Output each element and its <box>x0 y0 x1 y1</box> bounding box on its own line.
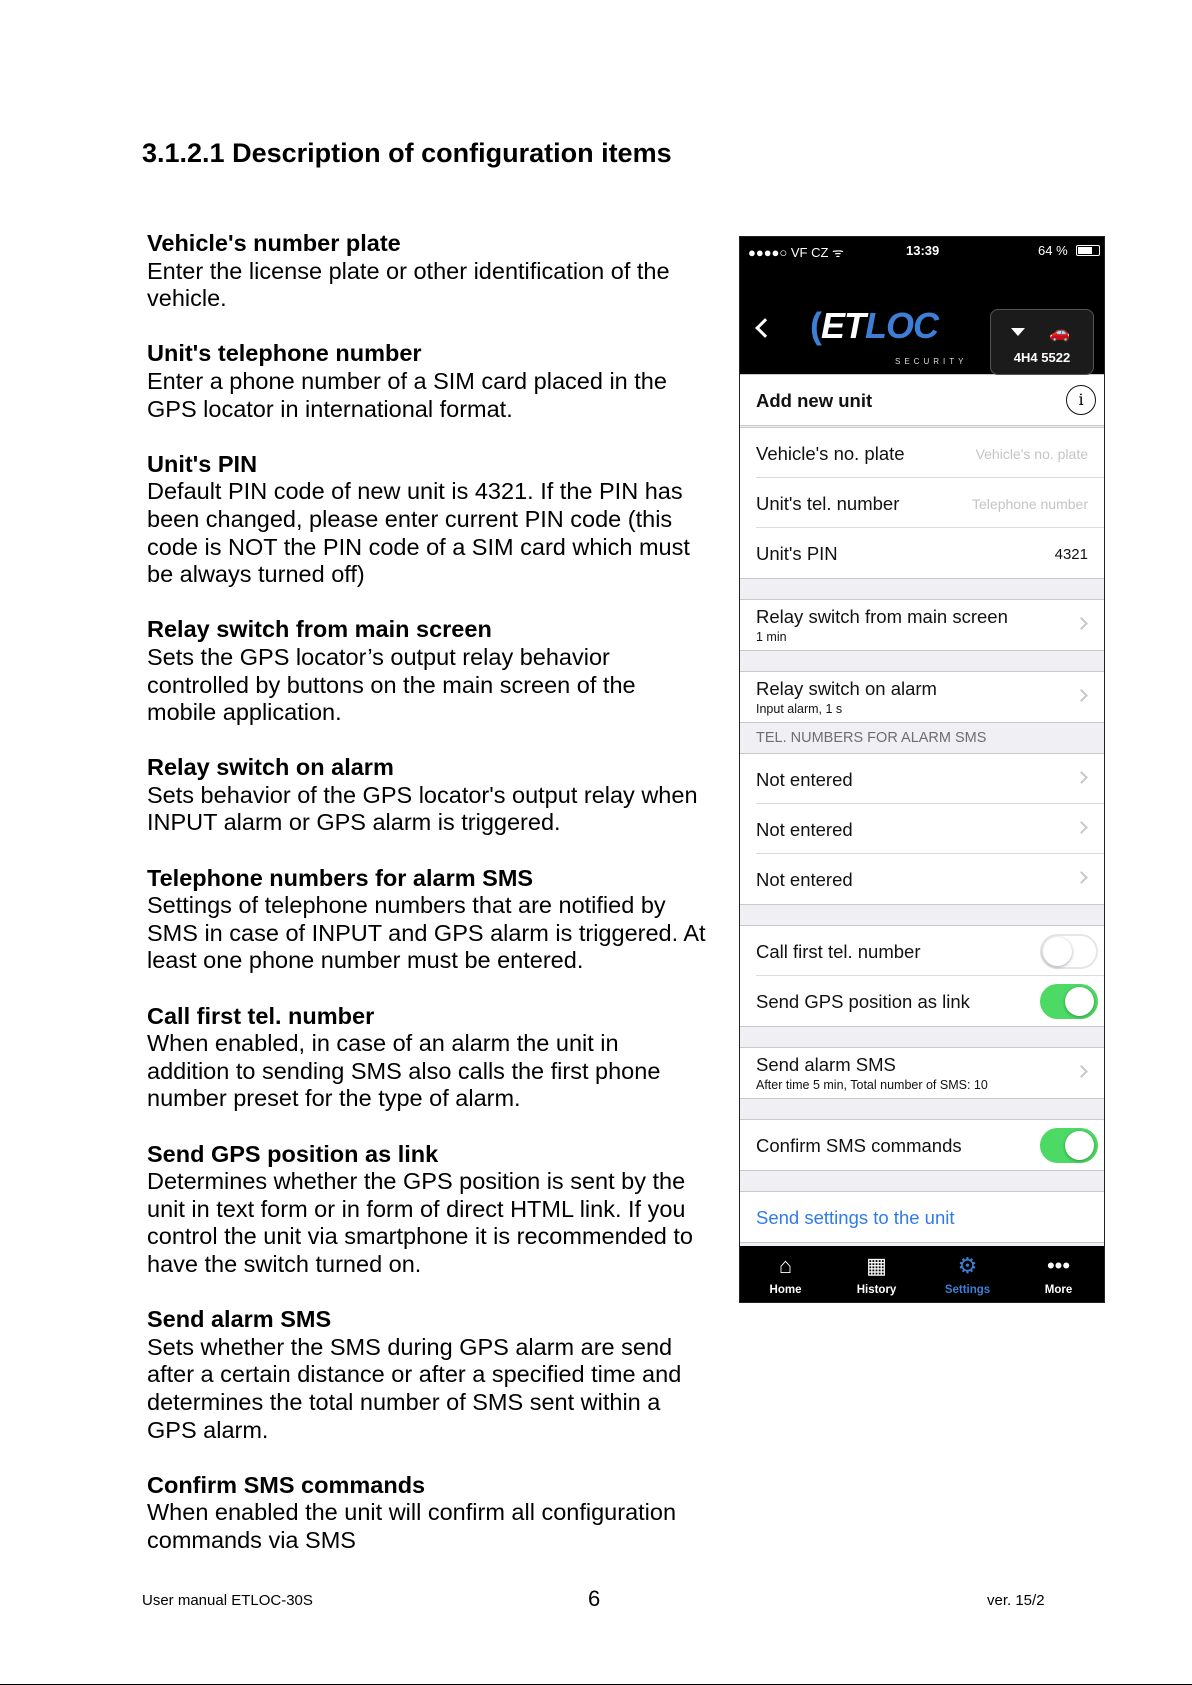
desc-item-relay-alarm <box>147 754 707 837</box>
relay-alarm-row[interactable] <box>756 672 1104 722</box>
field-plate[interactable] <box>756 428 1104 478</box>
desc-heading: Relay switch on alarm <box>147 754 394 781</box>
row-sub: After time 5 min, Total number of SMS: 10 <box>756 1078 988 1092</box>
add-unit-header <box>740 374 1104 426</box>
desc-heading: Telephone numbers for alarm SMS <box>147 864 534 891</box>
row-sub: 1 min <box>756 630 787 644</box>
row-label: Call first tel. number <box>756 941 921 962</box>
tab-history[interactable]: ▦ History <box>831 1246 922 1302</box>
home-icon: ⌂ <box>778 1253 793 1278</box>
logo-subtitle: SECURITY <box>895 357 968 366</box>
description-list <box>147 230 707 1582</box>
desc-text: When enabled the unit will confirm all configuration commands via SMS <box>147 1499 677 1553</box>
chevron-right-icon <box>1075 1065 1088 1078</box>
desc-item-confirm-sms <box>147 1472 707 1555</box>
desc-heading: Confirm SMS commands <box>147 1471 426 1498</box>
desc-item-gps-link <box>147 1141 707 1279</box>
desc-item-number-plate <box>147 230 707 313</box>
confirm-sms-row <box>756 1120 1104 1170</box>
desc-heading: Send alarm SMS <box>147 1306 332 1333</box>
tab-settings[interactable]: ⚙ Settings <box>922 1246 1013 1302</box>
desc-heading: Call first tel. number <box>147 1002 375 1029</box>
row-label: Not entered <box>756 869 853 890</box>
desc-text: Sets behavior of the GPS locator's output relay when INPUT alarm or GPS alarm is triggered. <box>147 781 698 836</box>
app-header <box>740 263 1104 374</box>
tel-numbers-header: TEL. NUMBERS FOR ALARM SMS <box>756 730 987 746</box>
info-icon[interactable]: i <box>1066 385 1096 415</box>
row-label: Not entered <box>756 819 853 840</box>
chevron-right-icon <box>1075 771 1088 784</box>
desc-item-relay-main <box>147 616 707 726</box>
gps-link-toggle[interactable] <box>1040 984 1098 1019</box>
field-telephone[interactable] <box>756 478 1104 528</box>
confirm-sms-toggle[interactable] <box>1040 1128 1098 1163</box>
desc-heading: Unit's PIN <box>147 450 258 477</box>
vehicle-selector[interactable] <box>990 309 1094 375</box>
row-label: Relay switch on alarm <box>756 678 937 699</box>
phone-screenshot <box>739 236 1105 1303</box>
field-pin[interactable] <box>756 528 1104 578</box>
etloc-logo: (ETLOC <box>810 305 939 346</box>
tel-number-row[interactable] <box>756 804 1104 854</box>
carrier-signal: ●●●●○ VF CZ ᯤ <box>748 245 844 260</box>
tab-bar <box>740 1246 1104 1302</box>
desc-heading: Relay switch from main screen <box>147 616 492 643</box>
page-number: 6 <box>588 1586 601 1611</box>
tel-number-row[interactable] <box>756 854 1104 904</box>
send-alarm-sms-row[interactable] <box>756 1048 1104 1098</box>
desc-text: Sets whether the SMS during GPS alarm are send after a certain distance or after a specified time and determines the total number of SMS sent within a GPS alarm. <box>147 1333 682 1443</box>
calendar-icon: ▦ <box>866 1253 887 1278</box>
desc-item-alarm-sms <box>147 1306 707 1444</box>
battery-icon <box>1076 245 1100 256</box>
row-label: Send alarm SMS <box>756 1054 896 1075</box>
tab-home[interactable]: ⌂ Home <box>740 1246 831 1302</box>
footer-manual-name: User manual ETLOC-30S <box>142 1592 313 1609</box>
field-label: Unit's PIN <box>756 543 838 564</box>
dropdown-arrow-icon <box>1011 328 1025 336</box>
add-new-unit-title: Add new unit <box>756 390 873 411</box>
desc-heading: Unit's telephone number <box>147 340 422 367</box>
relay-main-row[interactable] <box>756 600 1104 650</box>
telephone-input[interactable]: Telephone number <box>972 496 1088 512</box>
vehicle-plate: 4H4 5522 <box>1013 350 1071 365</box>
status-bar <box>740 237 1104 263</box>
chevron-right-icon <box>1075 821 1088 834</box>
chevron-right-icon <box>1075 689 1088 702</box>
send-settings-label: Send settings to the unit <box>756 1207 955 1228</box>
gps-link-row <box>756 976 1104 1026</box>
row-label: Confirm SMS commands <box>756 1135 962 1156</box>
battery-level: 64 % <box>1038 243 1068 258</box>
row-label: Not entered <box>756 769 853 790</box>
tab-more[interactable]: ••• More <box>1013 1246 1104 1302</box>
desc-text: Settings of telephone numbers that are notified by SMS in case of INPUT and GPS alarm is triggered. At least one phone number must be entered. <box>147 892 706 974</box>
chevron-right-icon <box>1075 617 1088 630</box>
desc-heading: Send GPS position as link <box>147 1140 439 1167</box>
desc-text: Determines whether the GPS position is sent by the unit in text form or in form of direct HTML link. If you control the unit via smartphone it is recommended to have the switch turned on. <box>147 1168 693 1277</box>
pin-input[interactable]: 4321 <box>1054 546 1088 563</box>
field-label: Vehicle's no. plate <box>756 443 905 464</box>
call-first-row <box>756 926 1104 976</box>
field-label: Unit's tel. number <box>756 493 900 514</box>
tel-numbers-list <box>740 753 1104 905</box>
more-icon: ••• <box>1046 1253 1071 1278</box>
chevron-right-icon <box>1075 871 1088 884</box>
section-title: 3.1.2.1 Description of configuration items <box>142 138 672 168</box>
back-arrow-icon[interactable] <box>755 318 775 338</box>
footer-version: ver. 15/2 <box>987 1592 1045 1609</box>
desc-text: When enabled, in case of an alarm the unit in addition to sending SMS also calls the first phone number preset for the type of alarm. <box>147 1030 661 1112</box>
row-label: Send GPS position as link <box>756 991 970 1012</box>
desc-heading: Vehicle's number plate <box>147 230 401 256</box>
unit-fields <box>740 427 1104 579</box>
row-sub: Input alarm, 1 s <box>756 702 843 716</box>
desc-item-tel-numbers <box>147 865 707 975</box>
desc-text: Sets the GPS locator’s output relay behavior controlled by buttons on the main screen of the mobile application. <box>147 643 636 726</box>
desc-item-pin <box>147 451 707 589</box>
desc-item-telephone <box>147 340 707 423</box>
desc-item-call-first <box>147 1003 707 1113</box>
desc-text: Enter the license plate or other identification of the vehicle. <box>147 257 670 312</box>
status-time: 13:39 <box>906 243 940 258</box>
tel-number-row[interactable] <box>756 754 1104 804</box>
row-label: Relay switch from main screen <box>756 606 1008 627</box>
gear-icon: ⚙ <box>957 1253 978 1278</box>
car-icon: 🚗 <box>1049 323 1071 342</box>
call-first-toggle[interactable] <box>1040 934 1098 969</box>
desc-text: Default PIN code of new unit is 4321. If the PIN has been changed, please enter current PIN code (this code is NOT the PIN code of a SIM card which must be always turned off) <box>147 478 690 588</box>
send-settings-button[interactable] <box>756 1192 1104 1242</box>
plate-input[interactable]: Vehicle's no. plate <box>975 446 1088 462</box>
desc-text: Enter a phone number of a SIM card placed in the GPS locator in international format. <box>147 367 667 422</box>
